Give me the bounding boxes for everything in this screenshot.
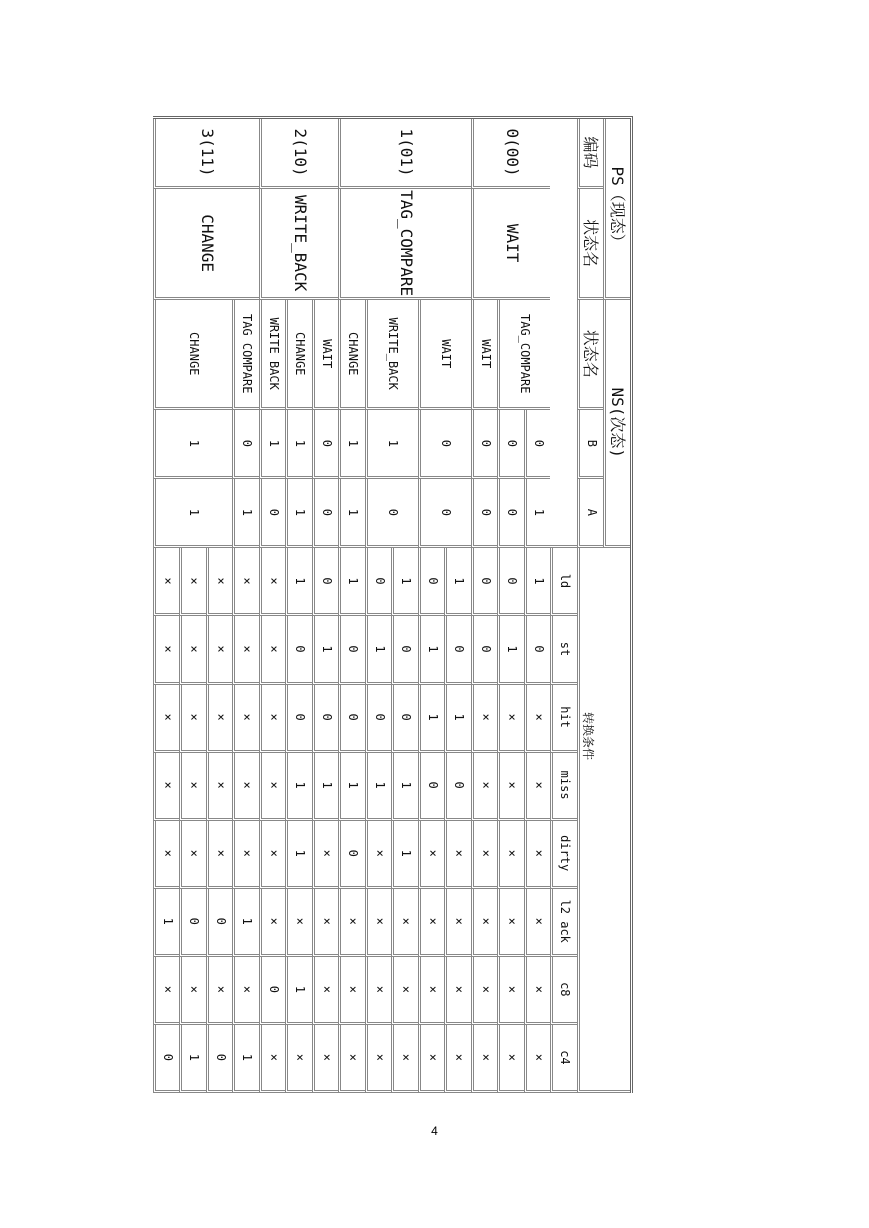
- ns-a: 0: [471, 479, 498, 548]
- ns-b: 0: [498, 410, 525, 479]
- code-header: 编码: [577, 119, 604, 189]
- cell-dirty: ×: [498, 821, 525, 889]
- cell-hit: 1: [418, 685, 445, 753]
- ns-b: 0: [233, 410, 260, 479]
- header-row-1: [604, 119, 631, 1093]
- cell-c4: 0: [153, 1025, 180, 1093]
- cell-st: 0: [445, 616, 472, 684]
- cell-l2ack: ×: [445, 889, 472, 957]
- cell-st: 1: [498, 616, 525, 684]
- ns-b: 0: [471, 410, 498, 479]
- cell-st: ×: [233, 616, 260, 684]
- ns-state: WAIT: [471, 300, 498, 410]
- ns-b: 1: [339, 410, 366, 479]
- a-header: A: [577, 479, 604, 548]
- cell-c4: 0: [206, 1025, 233, 1093]
- ns-b: 1: [286, 410, 313, 479]
- ns-state: WAIT: [418, 300, 471, 410]
- cell-st: ×: [180, 616, 207, 684]
- cell-hit: ×: [206, 685, 233, 753]
- cell-hit: 0: [339, 685, 366, 753]
- cell-st: 1: [418, 616, 445, 684]
- ns-a: 1: [233, 479, 260, 548]
- ps-state: CHANGE: [153, 189, 259, 300]
- cell-dirty: ×: [206, 821, 233, 889]
- cell-miss: ×: [498, 753, 525, 821]
- cell-ld: ×: [180, 548, 207, 616]
- cell-c4: ×: [471, 1025, 498, 1093]
- ps-code: 0(00): [471, 119, 551, 189]
- cell-st: ×: [153, 616, 180, 684]
- state-name-header: 状态名: [577, 189, 604, 300]
- cell-miss: 1: [286, 753, 313, 821]
- ns-a: 0: [498, 479, 525, 548]
- cell-l2ack: 1: [153, 889, 180, 957]
- ps-code: 1(01): [339, 119, 472, 189]
- cell-l2ack: 0: [206, 889, 233, 957]
- cell-l2ack: 0: [180, 889, 207, 957]
- cell-c8: 1: [286, 957, 313, 1025]
- cell-miss: ×: [180, 753, 207, 821]
- cell-dirty: ×: [153, 821, 180, 889]
- cell-miss: ×: [524, 753, 551, 821]
- ps-state: WAIT: [471, 189, 551, 300]
- ns-state: CHANGE: [153, 300, 233, 410]
- ns-state-name-header: 状态名: [577, 300, 604, 410]
- cell-miss: 0: [418, 753, 445, 821]
- table-row: [445, 119, 472, 1093]
- cell-ld: 0: [471, 548, 498, 616]
- ns-header: NS(次态): [604, 300, 631, 548]
- cell-hit: ×: [233, 685, 260, 753]
- cell-miss: 0: [445, 753, 472, 821]
- cell-ld: 1: [392, 548, 419, 616]
- cell-dirty: ×: [259, 821, 286, 889]
- cell-miss: ×: [206, 753, 233, 821]
- cell-ld: 0: [312, 548, 339, 616]
- cell-st: 0: [392, 616, 419, 684]
- cell-ld: 1: [445, 548, 472, 616]
- ld-header: ld: [551, 548, 578, 616]
- cell-c8: 0: [259, 957, 286, 1025]
- cell-ld: 0: [365, 548, 392, 616]
- ns-a: 0: [312, 479, 339, 548]
- cell-hit: ×: [471, 685, 498, 753]
- ns-b: 0: [418, 410, 471, 479]
- condition-header: 转换条件: [577, 548, 630, 1093]
- cell-ld: 0: [498, 548, 525, 616]
- cell-hit: ×: [498, 685, 525, 753]
- cell-dirty: 1: [286, 821, 313, 889]
- cell-l2ack: ×: [286, 889, 313, 957]
- cell-dirty: ×: [471, 821, 498, 889]
- cell-miss: 1: [392, 753, 419, 821]
- cell-c8: ×: [392, 957, 419, 1025]
- state-transition-table-rotated: [133, 116, 633, 1093]
- ns-a: 1: [286, 479, 313, 548]
- cell-l2ack: ×: [498, 889, 525, 957]
- ns-state: CHANGE: [339, 300, 366, 410]
- c4-header: c4: [551, 1025, 578, 1093]
- cell-c8: ×: [418, 957, 445, 1025]
- cell-ld: 1: [286, 548, 313, 616]
- cell-st: ×: [259, 616, 286, 684]
- cell-dirty: 1: [392, 821, 419, 889]
- state-transition-table: [153, 116, 633, 1093]
- cell-dirty: ×: [524, 821, 551, 889]
- cell-st: 1: [312, 616, 339, 684]
- cell-c4: ×: [365, 1025, 392, 1093]
- ns-b: 0: [312, 410, 339, 479]
- ns-a: 0: [365, 479, 418, 548]
- ns-a: 1: [524, 479, 551, 548]
- cell-c8: ×: [524, 957, 551, 1025]
- cell-c4: ×: [418, 1025, 445, 1093]
- cell-c8: ×: [365, 957, 392, 1025]
- ns-state: CHANGE: [286, 300, 313, 410]
- cell-ld: 1: [524, 548, 551, 616]
- cell-c4: ×: [259, 1025, 286, 1093]
- cell-l2ack: 1: [233, 889, 260, 957]
- ps-state: WRITE_BACK: [259, 189, 339, 300]
- cell-c4: ×: [286, 1025, 313, 1093]
- ns-a: 1: [339, 479, 366, 548]
- cell-l2ack: ×: [365, 889, 392, 957]
- cell-c8: ×: [233, 957, 260, 1025]
- cell-st: ×: [206, 616, 233, 684]
- cell-hit: ×: [524, 685, 551, 753]
- cell-st: 1: [365, 616, 392, 684]
- cell-hit: 1: [445, 685, 472, 753]
- ns-b: 1: [365, 410, 418, 479]
- l2ack-header: l2 ack: [551, 889, 578, 957]
- ns-state: WRITE_BACK: [365, 300, 418, 410]
- cell-st: 0: [339, 616, 366, 684]
- cell-c4: ×: [524, 1025, 551, 1093]
- ns-state: WRITE BACK: [259, 300, 286, 410]
- cell-hit: 0: [392, 685, 419, 753]
- cell-miss: ×: [233, 753, 260, 821]
- cell-hit: 0: [365, 685, 392, 753]
- cell-c4: ×: [392, 1025, 419, 1093]
- cell-ld: ×: [153, 548, 180, 616]
- cell-dirty: ×: [180, 821, 207, 889]
- hit-header: hit: [551, 685, 578, 753]
- cell-l2ack: ×: [312, 889, 339, 957]
- cell-hit: ×: [259, 685, 286, 753]
- cell-c4: ×: [339, 1025, 366, 1093]
- cell-c8: ×: [471, 957, 498, 1025]
- cell-dirty: ×: [233, 821, 260, 889]
- dirty-header: dirty: [551, 821, 578, 889]
- cell-hit: ×: [180, 685, 207, 753]
- cell-ld: ×: [206, 548, 233, 616]
- cell-c8: ×: [206, 957, 233, 1025]
- cell-miss: 1: [339, 753, 366, 821]
- cell-ld: 1: [339, 548, 366, 616]
- ps-state: TAG_COMPARE: [339, 189, 472, 300]
- cell-dirty: ×: [312, 821, 339, 889]
- cell-l2ack: ×: [392, 889, 419, 957]
- table-row: [524, 119, 551, 1093]
- ns-a: 1: [153, 479, 233, 548]
- ps-code: 2(10): [259, 119, 339, 189]
- cell-l2ack: ×: [259, 889, 286, 957]
- cell-dirty: ×: [418, 821, 445, 889]
- cell-miss: 1: [365, 753, 392, 821]
- ps-header: PS（现态）: [604, 119, 631, 300]
- cell-ld: 0: [418, 548, 445, 616]
- ns-state: WAIT: [312, 300, 339, 410]
- cell-l2ack: ×: [471, 889, 498, 957]
- page-number: 4: [431, 1124, 438, 1138]
- header-spacer: [551, 119, 578, 548]
- cell-c4: 1: [180, 1025, 207, 1093]
- cell-c8: ×: [312, 957, 339, 1025]
- cell-dirty: ×: [445, 821, 472, 889]
- header-row-3: [551, 119, 578, 1093]
- cell-miss: ×: [471, 753, 498, 821]
- cell-dirty: ×: [365, 821, 392, 889]
- cell-st: 0: [286, 616, 313, 684]
- cell-hit: 0: [312, 685, 339, 753]
- cell-c8: ×: [153, 957, 180, 1025]
- ns-a: 0: [259, 479, 286, 548]
- table-row: [312, 119, 339, 1093]
- cell-c4: ×: [498, 1025, 525, 1093]
- cell-l2ack: ×: [339, 889, 366, 957]
- b-header: B: [577, 410, 604, 479]
- ns-a: 0: [418, 479, 471, 548]
- cell-st: 0: [524, 616, 551, 684]
- cell-c4: ×: [445, 1025, 472, 1093]
- cell-ld: ×: [259, 548, 286, 616]
- cell-ld: ×: [233, 548, 260, 616]
- cell-miss: 1: [312, 753, 339, 821]
- ns-b: 1: [153, 410, 233, 479]
- cell-c8: ×: [445, 957, 472, 1025]
- cell-c8: ×: [339, 957, 366, 1025]
- ns-b: 1: [259, 410, 286, 479]
- cell-st: 0: [471, 616, 498, 684]
- st-header: st: [551, 616, 578, 684]
- ns-state: TAG COMPARE: [233, 300, 260, 410]
- cell-c8: ×: [180, 957, 207, 1025]
- cell-dirty: 0: [339, 821, 366, 889]
- cell-c4: 1: [233, 1025, 260, 1093]
- c8-header: c8: [551, 957, 578, 1025]
- cell-hit: 0: [286, 685, 313, 753]
- ns-b: 0: [524, 410, 551, 479]
- ns-state: TAG_COMPARE: [498, 300, 551, 410]
- cell-miss: ×: [259, 753, 286, 821]
- cell-miss: ×: [153, 753, 180, 821]
- cell-c8: ×: [498, 957, 525, 1025]
- cell-l2ack: ×: [418, 889, 445, 957]
- ps-code: 3(11): [153, 119, 259, 189]
- cell-hit: ×: [153, 685, 180, 753]
- cell-l2ack: ×: [524, 889, 551, 957]
- miss-header: miss: [551, 753, 578, 821]
- table-row: [233, 119, 260, 1093]
- cell-c4: ×: [312, 1025, 339, 1093]
